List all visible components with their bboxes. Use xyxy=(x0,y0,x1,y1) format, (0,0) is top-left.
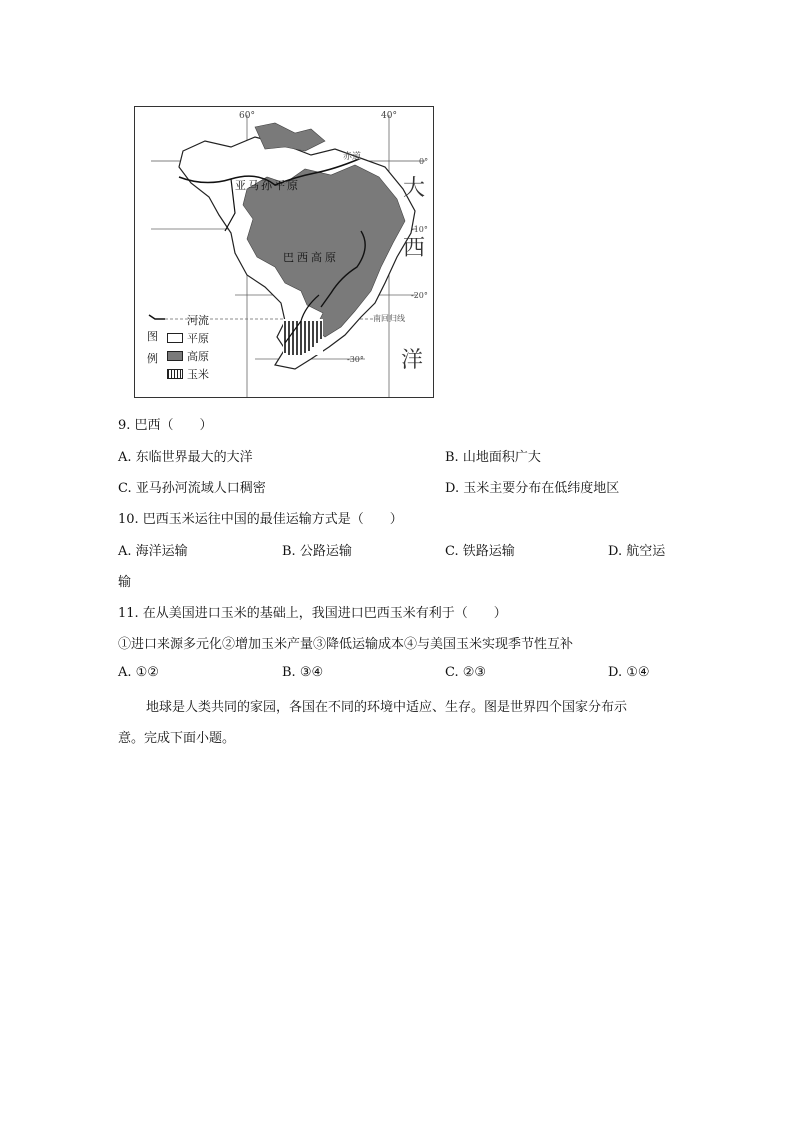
plain-swatch xyxy=(167,333,183,343)
brazil-plateau-label: 巴西高原 xyxy=(283,251,339,264)
q10-option-d-cont: 输 xyxy=(118,575,132,590)
lat-20-label: -20° xyxy=(411,291,428,300)
equator-label: 赤道 xyxy=(343,152,362,162)
q10-option-b: B. 公路运输 xyxy=(282,544,352,559)
legend-item-plain: 平原 xyxy=(167,331,209,345)
legend-item-plateau: 高原 xyxy=(167,349,209,363)
q11-option-c: C. ②③ xyxy=(445,665,487,680)
legend-river-symbol xyxy=(149,315,165,319)
plateau-swatch xyxy=(167,351,183,361)
q11-option-a: A. ①② xyxy=(118,665,159,680)
lat-0-label: 0° xyxy=(419,157,429,166)
guiana-highland xyxy=(255,123,325,151)
q9-option-b: B. 山地面积广大 xyxy=(445,450,541,465)
q9-option-c: C. 亚马孙河流域人口稠密 xyxy=(118,481,266,496)
q11-statements: ①进口来源多元化②增加玉米产量③降低运输成本④与美国玉米实现季节性互补 xyxy=(118,637,574,652)
corn-swatch xyxy=(167,369,183,379)
legend-item-river: 河流 xyxy=(187,314,209,327)
q9-option-a: A. 东临世界最大的大洋 xyxy=(118,450,253,465)
legend-item-corn: 玉米 xyxy=(167,367,209,381)
intro-line-2: 意。完成下面小题。 xyxy=(118,731,236,746)
legend-title-1: 图 xyxy=(147,330,158,343)
q10-option-a: A. 海洋运输 xyxy=(118,544,188,559)
q9-option-d: D. 玉米主要分布在低纬度地区 xyxy=(445,481,620,496)
brazil-map-figure xyxy=(134,106,434,398)
lat-10-label: -10° xyxy=(411,225,428,234)
intro-line-1: 地球是人类共同的家园，各国在不同的环境中适应、生存。图是世界四个国家分布示 xyxy=(146,700,628,715)
ocean-char-1: 大 xyxy=(403,176,426,201)
q10-option-c: C. 铁路运输 xyxy=(445,544,515,559)
tropic-label: 南回归线 xyxy=(373,314,405,323)
q9-stem: 9. 巴西（ ） xyxy=(118,418,213,433)
legend-title-2: 例 xyxy=(147,352,158,365)
lon-40-label: 40° xyxy=(381,111,397,121)
lat-30-label: -30° xyxy=(347,355,364,364)
lon-60-label: 60° xyxy=(239,111,255,121)
q10-stem: 10. 巴西玉米运往中国的最佳运输方式是（ ） xyxy=(118,512,403,527)
ocean-char-3: 洋 xyxy=(401,348,424,373)
amazon-plain-label: 亚马孙平原 xyxy=(235,179,300,192)
q11-option-b: B. ③④ xyxy=(282,665,324,680)
q11-stem: 11. 在从美国进口玉米的基础上，我国进口巴西玉米有利于（ ） xyxy=(118,606,507,621)
q11-option-d: D. ①④ xyxy=(608,665,650,680)
ocean-char-2: 西 xyxy=(403,236,426,261)
q10-option-d: D. 航空运 xyxy=(608,544,666,559)
